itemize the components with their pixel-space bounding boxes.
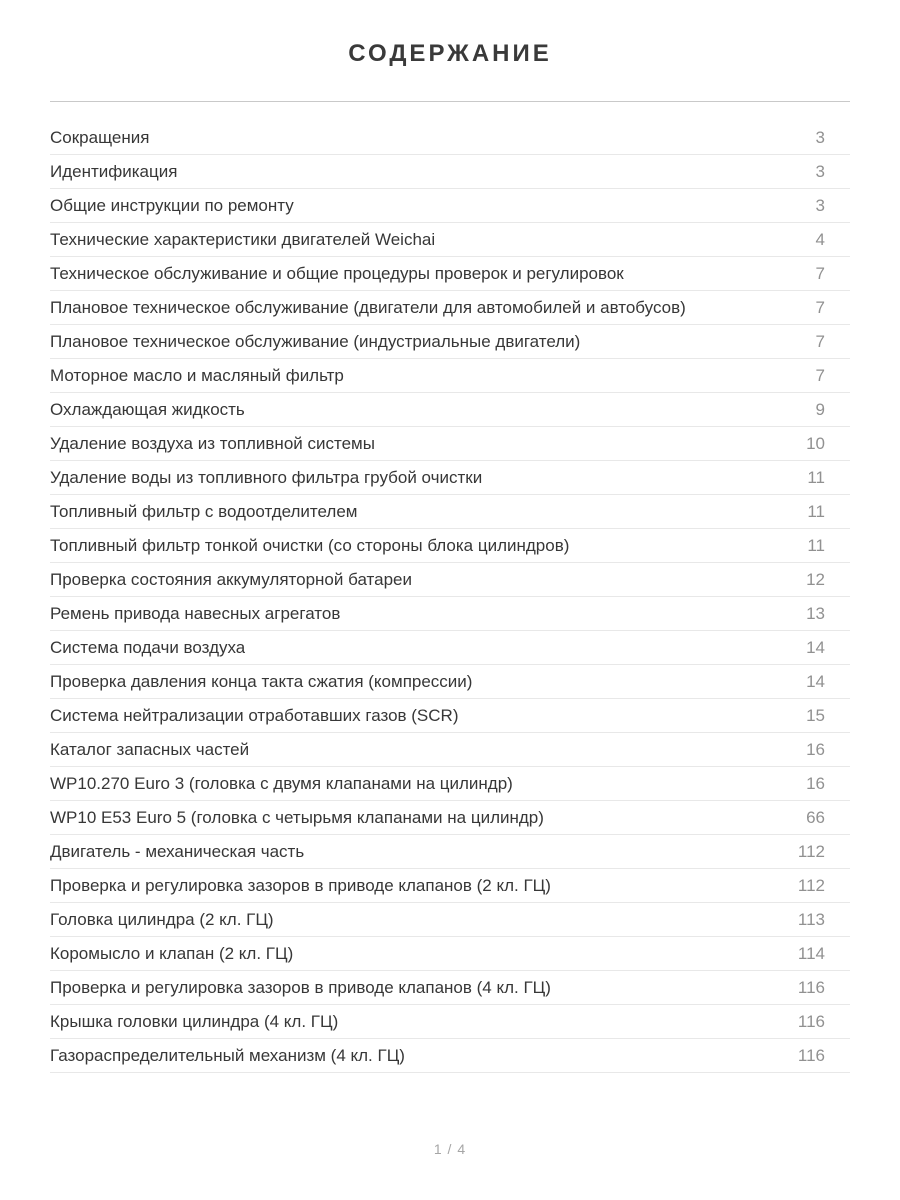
toc-entry-row[interactable]: [50, 121, 850, 155]
toc-entry-label: Технические характеристики двигателей Weichai: [50, 229, 436, 249]
toc-entry-label: Охлаждающая жидкость: [50, 399, 245, 419]
toc-entry-label: Топливный фильтр тонкой очистки (со стороны блока цилиндров): [50, 535, 570, 555]
toc-entry-page-number: 112: [797, 875, 825, 895]
toc-entry-label: Двигатель - механическая часть: [50, 841, 305, 861]
toc-entry-row[interactable]: [50, 665, 850, 699]
toc-entry-label: Ремень привода навесных агрегатов: [50, 603, 341, 623]
toc-entry-row[interactable]: [50, 189, 850, 223]
toc-entry-label: Идентификация: [50, 161, 178, 181]
toc-entry-page-number: 112: [797, 841, 825, 861]
toc-entry-page-number: 13: [806, 603, 825, 623]
toc-entry-page-number: 116: [797, 1045, 825, 1065]
toc-entry-row[interactable]: [50, 257, 850, 291]
toc-entry-row[interactable]: [50, 801, 850, 835]
toc-entry-label: Плановое техническое обслуживание (индустриальные двигатели): [50, 331, 581, 351]
toc-entry-page-number: 66: [806, 807, 825, 827]
toc-entry-label: Система подачи воздуха: [50, 637, 246, 657]
toc-entry-page-number: 114: [797, 943, 825, 963]
toc-entry-label: Газораспределительный механизм (4 кл. ГЦ): [50, 1045, 405, 1065]
toc-entry-label: Проверка состояния аккумуляторной батареи: [50, 569, 412, 589]
toc-entry-page-number: 11: [807, 467, 825, 487]
toc-entry-label: Общие инструкции по ремонту: [50, 195, 294, 215]
toc-entry-page-number: 15: [806, 705, 825, 725]
toc-entry-page-number: 7: [815, 297, 825, 317]
page-indicator: 1 / 4: [433, 1141, 467, 1157]
toc-entry-label: Сокращения: [50, 127, 150, 147]
toc-entry-label: Топливный фильтр с водоотделителем: [50, 501, 358, 521]
toc-entry-page-number: 3: [815, 127, 825, 147]
toc-entry-row[interactable]: [50, 223, 850, 257]
toc-entry-row[interactable]: [50, 767, 850, 801]
toc-entry-page-number: 7: [815, 331, 825, 351]
toc-entry-row[interactable]: [50, 835, 850, 869]
toc-entry-label: Удаление воздуха из топливной системы: [50, 433, 375, 453]
toc-entry-row[interactable]: [50, 631, 850, 665]
toc-entry-row[interactable]: [50, 937, 850, 971]
toc-entry-label: Плановое техническое обслуживание (двигатели для автомобилей и автобусов): [50, 297, 686, 317]
page-title: СОДЕРЖАНИЕ: [348, 40, 552, 67]
toc-entry-row[interactable]: [50, 461, 850, 495]
toc-entry-label: Удаление воды из топливного фильтра грубой очистки: [50, 467, 483, 487]
toc-entry-label: Система нейтрализации отработавших газов (SCR): [50, 705, 459, 725]
toc-entry-row[interactable]: [50, 1005, 850, 1039]
toc-entry-page-number: 116: [797, 977, 825, 997]
toc-entry-row[interactable]: [50, 597, 850, 631]
toc-entry-label: Головка цилиндра (2 кл. ГЦ): [50, 909, 274, 929]
toc-entry-label: Моторное масло и масляный фильтр: [50, 365, 344, 385]
toc-entry-page-number: 16: [806, 773, 825, 793]
toc-entry-row[interactable]: [50, 529, 850, 563]
toc-entry-page-number: 11: [807, 501, 825, 521]
toc-entry-page-number: 9: [815, 399, 825, 419]
toc-entry-page-number: 12: [806, 569, 825, 589]
toc-entry-page-number: 113: [797, 909, 825, 929]
toc-entry-row[interactable]: [50, 291, 850, 325]
toc-entry-row[interactable]: [50, 903, 850, 937]
toc-entry-page-number: 4: [815, 229, 825, 249]
toc-entry-row[interactable]: [50, 699, 850, 733]
toc-entry-label: Проверка давления конца такта сжатия (компрессии): [50, 671, 473, 691]
toc-entry-label: Коромысло и клапан (2 кл. ГЦ): [50, 943, 294, 963]
toc-entry-row[interactable]: [50, 393, 850, 427]
toc-entry-row[interactable]: [50, 427, 850, 461]
toc-entry-row[interactable]: [50, 359, 850, 393]
toc-entry-page-number: 10: [806, 433, 825, 453]
toc-entry-row[interactable]: [50, 971, 850, 1005]
toc-entry-row[interactable]: [50, 869, 850, 903]
toc-entry-label: WP10 E53 Euro 5 (головка с четырьмя клапанами на цилиндр): [50, 807, 544, 827]
toc-entry-row[interactable]: [50, 1039, 850, 1073]
toc-entry-page-number: 14: [806, 671, 825, 691]
toc-entry-label: Крышка головки цилиндра (4 кл. ГЦ): [50, 1011, 339, 1031]
title-divider: [50, 101, 850, 102]
toc-entry-page-number: 16: [806, 739, 825, 759]
toc-entry-label: WP10.270 Euro 3 (головка с двумя клапанами на цилиндр): [50, 773, 513, 793]
toc-entry-page-number: 7: [815, 365, 825, 385]
toc-entry-row[interactable]: [50, 325, 850, 359]
toc-entry-page-number: 11: [807, 535, 825, 555]
toc-entry-label: Проверка и регулировка зазоров в приводе клапанов (2 кл. ГЦ): [50, 875, 551, 895]
toc-entry-row[interactable]: [50, 155, 850, 189]
toc-entry-label: Каталог запасных частей: [50, 739, 250, 759]
toc-entry-row[interactable]: [50, 495, 850, 529]
toc-entry-page-number: 14: [806, 637, 825, 657]
table-of-contents: [50, 121, 850, 1073]
toc-entry-row[interactable]: [50, 733, 850, 767]
toc-entry-page-number: 3: [815, 161, 825, 181]
toc-entry-row[interactable]: [50, 563, 850, 597]
toc-entry-page-number: 7: [815, 263, 825, 283]
toc-entry-page-number: 116: [797, 1011, 825, 1031]
toc-entry-page-number: 3: [815, 195, 825, 215]
toc-entry-label: Техническое обслуживание и общие процедуры проверок и регулировок: [50, 263, 624, 283]
toc-entry-label: Проверка и регулировка зазоров в приводе клапанов (4 кл. ГЦ): [50, 977, 551, 997]
